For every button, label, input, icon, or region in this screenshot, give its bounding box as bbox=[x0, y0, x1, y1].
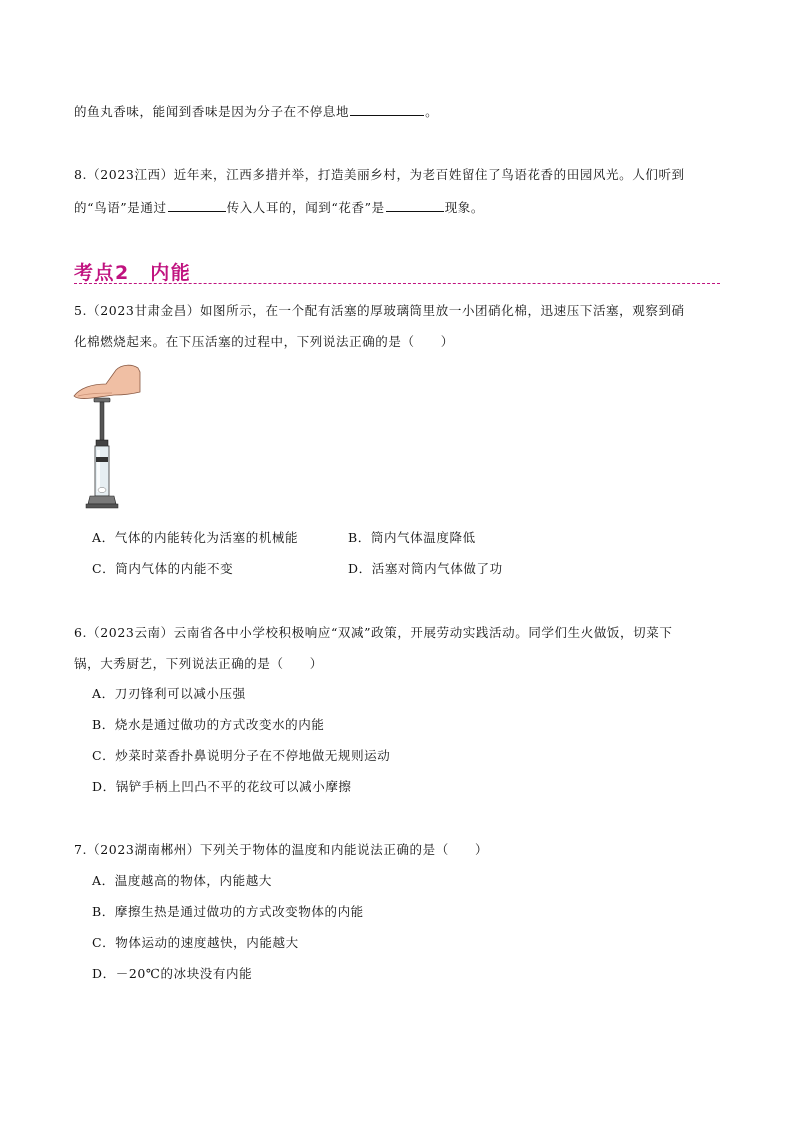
q8-line-1: 8.（2023江西）近年来，江西多措并举，打造美丽乡村，为老百姓留住了鸟语花香的田园风光。人们听到 bbox=[74, 167, 685, 182]
q5-option-d: D．活塞对筒内气体做了功 bbox=[348, 561, 503, 576]
q8-text-b: 传入人耳的，闻到“花香”是 bbox=[226, 200, 385, 215]
q6-line-2: 锅，大秀厨艺，下列说法正确的是（ ） bbox=[74, 656, 323, 671]
q5-option-a: A．气体的内能转化为活塞的机械能 bbox=[92, 530, 299, 545]
prev-question-text: 的鱼丸香味，能闻到香味是因为分子在不停息地 bbox=[74, 104, 350, 119]
q6-option-d: D．锅铲手柄上凹凸不平的花纹可以减小摩擦 bbox=[92, 779, 352, 794]
q7-option-d: D．－20℃的冰块没有内能 bbox=[92, 966, 253, 981]
q8-text-a: 的“鸟语”是通过 bbox=[74, 200, 167, 215]
q8-text-c: 现象。 bbox=[444, 200, 484, 215]
q5-line-2: 化棉燃烧起来。在下压活塞的过程中，下列说法正确的是（ ） bbox=[74, 334, 454, 349]
answer-blank[interactable] bbox=[350, 103, 424, 116]
answer-blank[interactable] bbox=[386, 199, 444, 212]
answer-blank[interactable] bbox=[168, 199, 226, 212]
prev-question-line bbox=[74, 103, 438, 120]
section-heading: 考点2 内能 bbox=[74, 262, 192, 284]
q7-option-a: A．温度越高的物体，内能越大 bbox=[92, 873, 272, 888]
q6-option-b: B．烧水是通过做功的方式改变水的内能 bbox=[92, 717, 325, 732]
piston-cylinder-figure bbox=[72, 362, 142, 512]
q6-option-c: C．炒菜时菜香扑鼻说明分子在不停地做无规则运动 bbox=[92, 748, 391, 763]
q6-line-1: 6.（2023云南）云南省各中小学校积极响应“双减”政策，开展劳动实践活动。同学们生火做饭，切菜下 bbox=[74, 625, 673, 640]
q5-line-1: 5.（2023甘肃金昌）如图所示，在一个配有活塞的厚玻璃筒里放一小团硝化棉，迅速压下活塞，观察到硝 bbox=[74, 303, 685, 318]
q8-line-2 bbox=[74, 199, 484, 216]
q5-option-b: B．筒内气体温度降低 bbox=[348, 530, 476, 545]
section-heading-rule bbox=[74, 283, 720, 284]
q5-option-c: C．筒内气体的内能不变 bbox=[92, 561, 234, 576]
prev-question-end: 。 bbox=[425, 104, 439, 119]
q7-option-b: B．摩擦生热是通过做功的方式改变物体的内能 bbox=[92, 904, 364, 919]
q7-line-1: 7.（2023湖南郴州）下列关于物体的温度和内能说法正确的是（ ） bbox=[74, 842, 489, 857]
q6-option-a: A．刀刃锋利可以减小压强 bbox=[92, 686, 246, 701]
q7-option-c: C．物体运动的速度越快，内能越大 bbox=[92, 935, 299, 950]
